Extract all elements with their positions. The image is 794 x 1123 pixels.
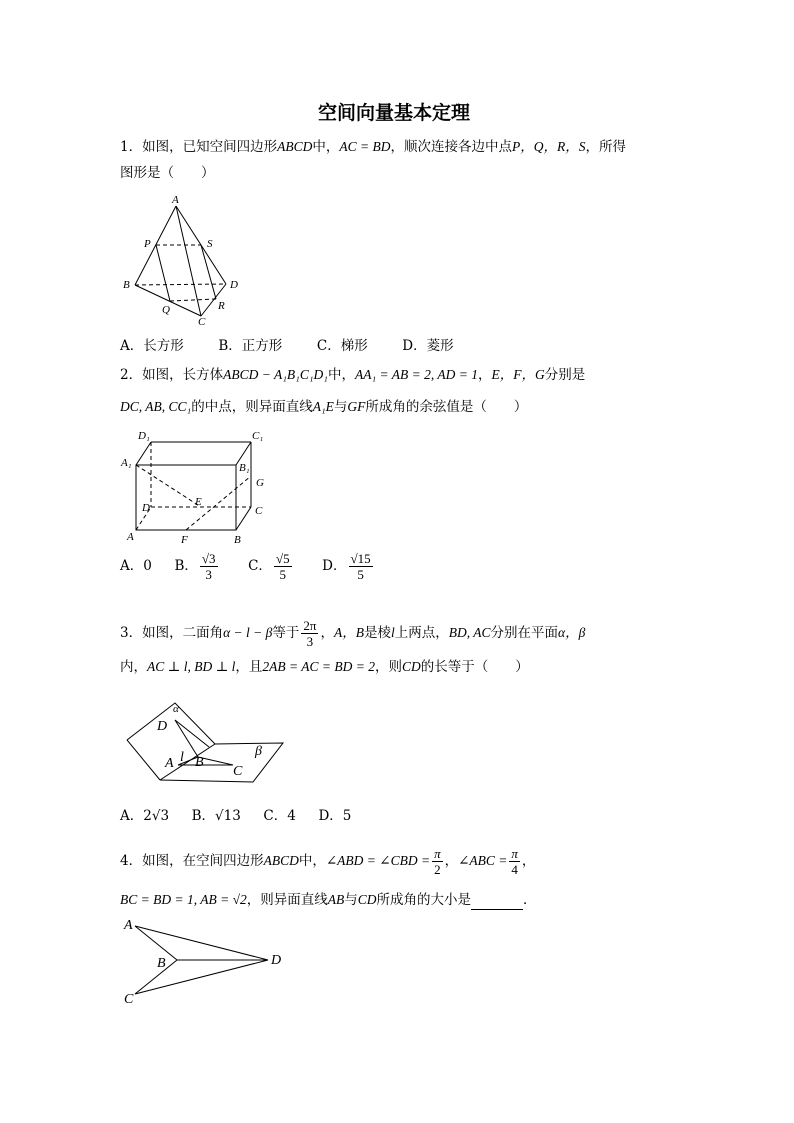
fig2-label-B: B <box>234 534 241 546</box>
fig2-label-D: D <box>142 502 150 514</box>
q2-option-d[interactable]: D． $\frac{√15}{5}$ <box>322 551 371 582</box>
fig3-label-l: l <box>180 750 184 765</box>
q2-figure <box>118 426 278 546</box>
q1-figure <box>118 192 248 328</box>
q2-line2: DC, AB, CC₁的中点，则异面直线A₁E与GF所成角的余弦值是（ ） <box>120 399 528 415</box>
q3-options <box>120 806 351 826</box>
q1-line2: 图形是（ ） <box>120 165 215 181</box>
q3-line2: 内，AC ⊥ l, BD ⊥ l，且2AB = AC = BD = 2，则CD的长等于（ ） <box>120 659 529 675</box>
q4-line2: BC = BD = 1, AB = √2，则异面直线AB与CD所成角的大小是 ． <box>120 892 537 908</box>
q3-figure <box>120 693 290 793</box>
q1-option-b[interactable]: B．正方形 <box>218 338 283 354</box>
q2-option-b[interactable]: B． $\frac{√3}{3}$ <box>174 551 216 582</box>
fig4-label-D: D <box>271 953 282 968</box>
q1-line1: 1．如图，已知空间四边形ABCD中，AC = BD，顺次连接各边中点P，Q，R，S，所得 <box>120 139 626 155</box>
fig3-label-B: B <box>195 755 204 770</box>
fig1-label-D: D <box>230 279 238 291</box>
q2-line1: 2．如图，长方体ABCD − A₁B₁C₁D₁中，AA₁ = AB = 2, AD = 1，E，F，G分别是 <box>120 367 586 383</box>
page-title: 空间向量基本定理 <box>318 102 471 124</box>
fig3-label-A: A <box>165 756 174 771</box>
q1-option-c[interactable]: C．梯形 <box>316 338 368 354</box>
fig2-label-G: G <box>256 477 264 489</box>
fig2-label-A: A <box>127 531 134 543</box>
q1-options <box>120 336 454 356</box>
fig4-label-B: B <box>157 956 166 971</box>
q3-option-b[interactable]: B．√13 <box>191 808 241 824</box>
q3-line1: 3．如图，二面角α − l − β等于 $\frac{2\pi}{3}$ ，A，B是棱l上两点，BD, AC分别在平面α，β <box>120 618 586 649</box>
fig2-label-B1: B₁ <box>239 462 250 474</box>
fig1-label-P: P <box>144 238 151 250</box>
q2-options <box>120 551 375 582</box>
fig2-label-C1: C₁ <box>252 430 264 442</box>
q2-option-c[interactable]: C． $\frac{√5}{5}$ <box>248 551 290 582</box>
fig1-label-A: A <box>172 194 179 206</box>
q1-option-a[interactable]: A．长方形 <box>120 338 184 354</box>
q2-option-a[interactable]: A．0 <box>120 558 152 574</box>
fig3-label-alpha: α <box>173 703 179 715</box>
fig3-label-D: D <box>157 719 168 734</box>
q3-option-c[interactable]: C．4 <box>263 808 296 824</box>
fig2-label-C: C <box>255 505 263 517</box>
fig2-label-A1: A₁ <box>121 457 132 469</box>
q4-figure <box>120 914 300 1014</box>
fig2-label-E: E <box>195 496 202 508</box>
fig2-label-D1: D₁ <box>138 430 150 442</box>
fig1-label-S: S <box>207 238 213 250</box>
fig1-label-R: R <box>218 300 225 312</box>
fig4-label-A: A <box>124 918 133 933</box>
q4-line1: 4．如图，在空间四边形ABCD中，∠ABD = ∠CBD = $\frac{\pi}{2}$ ，∠ABC = $\frac{\pi}{4}$ ， <box>120 846 536 877</box>
answer-blank[interactable] <box>471 895 523 910</box>
q1-option-d[interactable]: D．菱形 <box>402 338 454 354</box>
q3-option-a[interactable]: A．2√3 <box>120 808 170 824</box>
fig1-label-Q: Q <box>162 304 170 316</box>
q3-option-d[interactable]: D．5 <box>318 808 352 824</box>
fig2-label-F: F <box>181 534 188 546</box>
fig1-label-B: B <box>123 279 130 291</box>
fig3-label-beta: β <box>255 744 262 759</box>
fig1-label-C: C <box>198 316 206 328</box>
fig3-label-C: C <box>233 764 243 779</box>
fig4-label-C: C <box>124 992 134 1007</box>
